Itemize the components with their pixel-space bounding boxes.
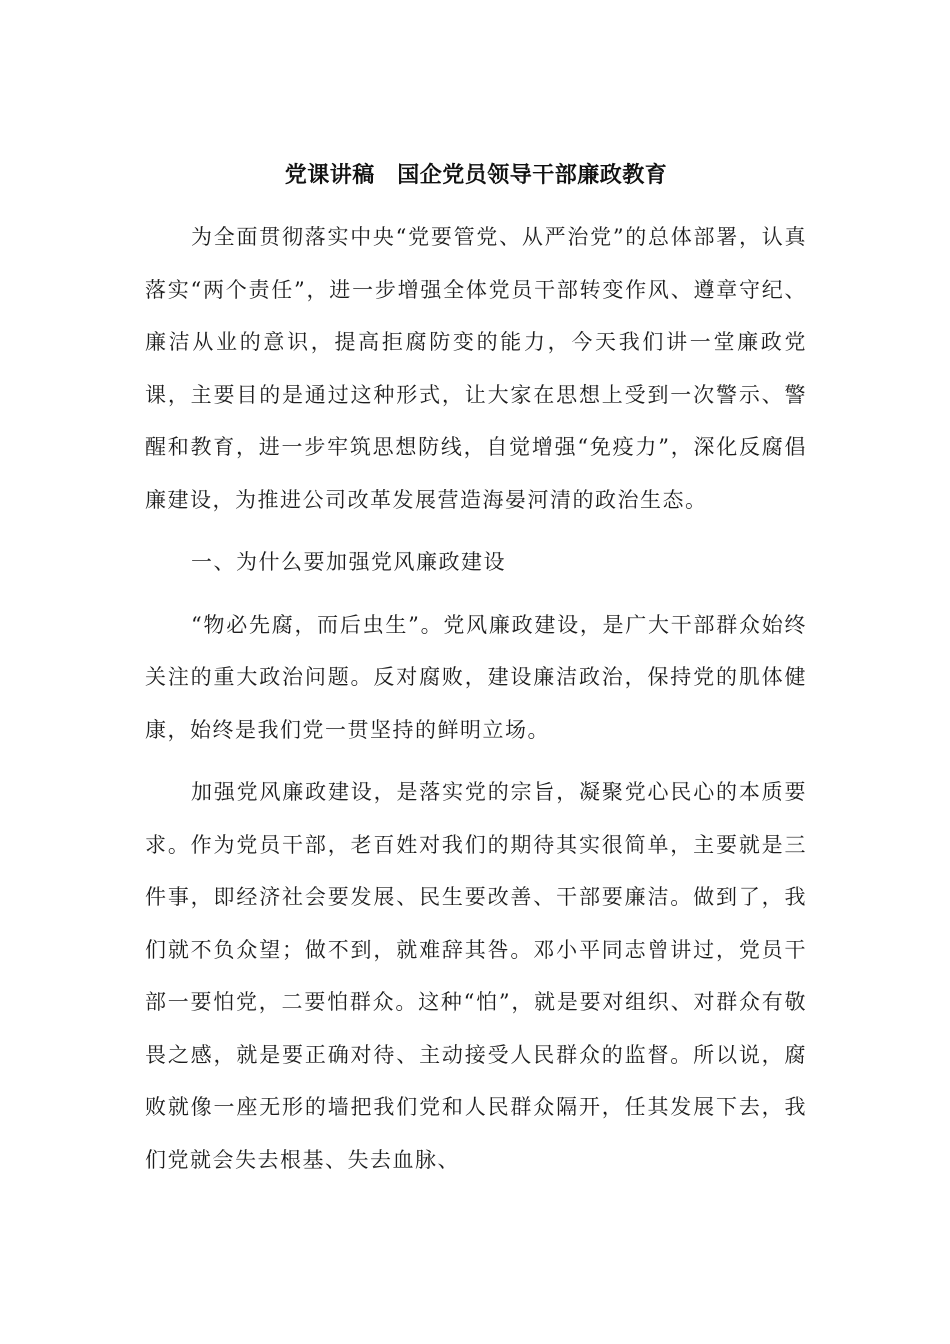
- quote-paragraph: “物必先腐，而后虫生”。党风廉政建设，是广大干部群众始终关注的重大政治问题。反对腐败，建设廉洁政治，保持党的肌体健康，始终是我们党一贯坚持的鲜明立场。: [145, 612, 807, 742]
- section-heading-1: 一、为什么要加强党风廉政建设: [191, 550, 506, 574]
- body-paragraph: 加强党风廉政建设，是落实党的宗旨，凝聚党心民心的本质要求。作为党员干部，老百姓对我们的期待其实很简单，主要就是三件事，即经济社会要发展、民生要改善、干部要廉洁。做到了，我们就不负众望；做不到，就难辞其咎。邓小平同志曾讲过，党员干部一要怕党，二要怕群众。这种“怕”，就是要对组织、对群众有敬畏之感，就是要正确对待、主动接受人民群众的监督。所以说，腐败就像一座无形的墙把我们党和人民群众隔开，任其发展下去，我们党就会失去根基、失去血脉、: [145, 780, 807, 1172]
- document-body: [145, 158, 807, 1186]
- document-title: 党课讲稿 国企党员领导干部廉政教育: [284, 163, 668, 188]
- intro-paragraph: 为全面贯彻落实中央“党要管党、从严治党”的总体部署，认真落实“两个责任”，进一步增强全体党员干部转变作风、遵章守纪、廉洁从业的意识，提高拒腐防变的能力，今天我们讲一堂廉政党课，主要目的是通过这种形式，让大家在思想上受到一次警示、警醒和教育，进一步牢筑思想防线，自觉增强“免疫力”，深化反腐倡廉建设，为推进公司改革发展营造海晏河清的政治生态。: [145, 225, 807, 512]
